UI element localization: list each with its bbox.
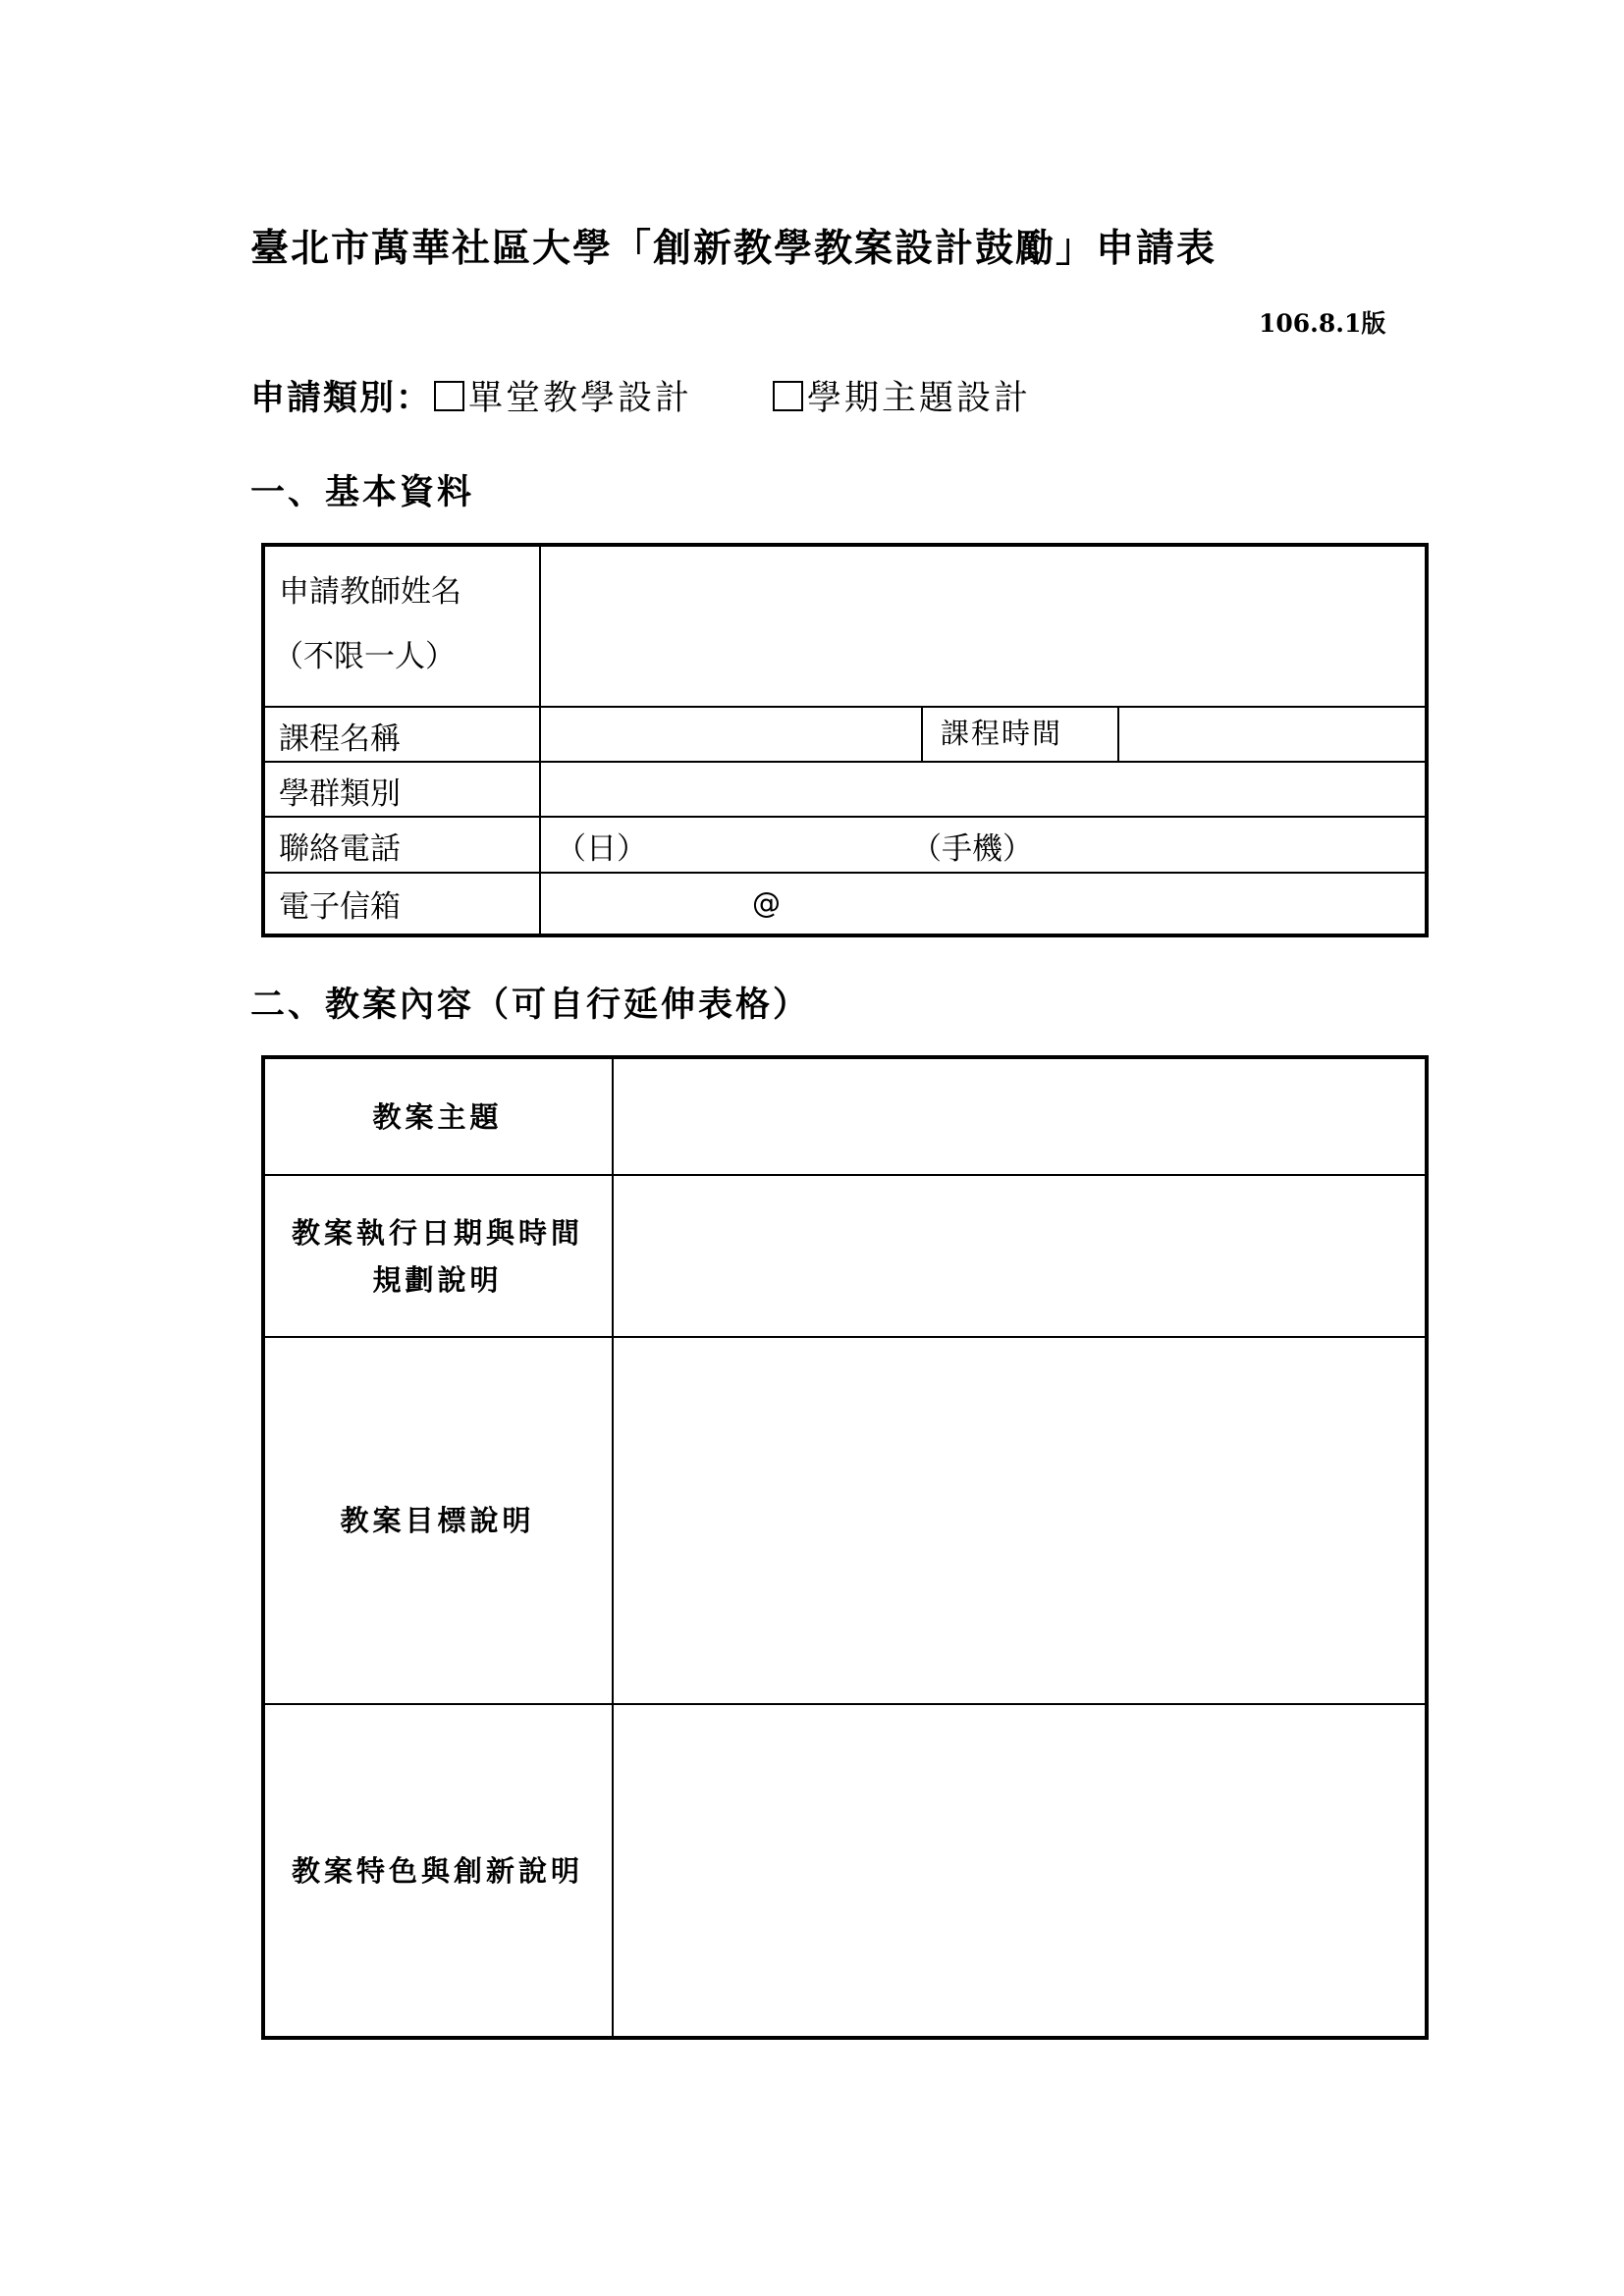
document-title: 臺北市萬華社區大學「創新教學教案設計鼓勵」申請表 bbox=[250, 226, 1218, 271]
option-single-lesson[interactable] bbox=[434, 371, 692, 420]
course-time-input[interactable] bbox=[1123, 710, 1421, 759]
phone-label: 聯絡電話 bbox=[279, 831, 401, 867]
row-divider bbox=[261, 816, 1429, 818]
schedule-plan-input[interactable] bbox=[617, 1178, 1425, 1334]
section-lesson-content-heading: 二、教案內容（可自行延伸表格） bbox=[250, 985, 811, 1025]
teacher-name-input[interactable] bbox=[545, 549, 1421, 702]
phone-day-label: （日） bbox=[556, 831, 647, 867]
email-domain-input[interactable] bbox=[791, 877, 1421, 930]
single-lesson-checkbox[interactable] bbox=[434, 381, 464, 411]
semester-theme-checkbox[interactable] bbox=[773, 381, 803, 411]
application-type-label: 申請類別： bbox=[250, 378, 433, 418]
group-category-label: 學群類別 bbox=[279, 775, 401, 812]
innovation-label: 教案特色與創新說明 bbox=[291, 1853, 583, 1888]
email-user-input[interactable] bbox=[545, 877, 741, 930]
lesson-content-table bbox=[261, 1055, 1429, 2040]
row-divider bbox=[261, 706, 1429, 708]
basic-info-table bbox=[261, 543, 1429, 937]
row-divider bbox=[261, 872, 1429, 874]
row-divider bbox=[261, 761, 1429, 763]
teacher-name-note: （不限一人） bbox=[273, 638, 456, 674]
phone-mobile-label: （手機） bbox=[911, 831, 1033, 867]
option-semester-theme[interactable] bbox=[773, 371, 1031, 420]
lesson-goals-label: 教案目標說明 bbox=[340, 1504, 535, 1537]
column-divider bbox=[539, 543, 541, 937]
course-name-input[interactable] bbox=[545, 710, 918, 759]
single-lesson-label: 單堂教學設計 bbox=[468, 379, 693, 418]
column-divider bbox=[921, 706, 923, 763]
teacher-name-label: 申請教師姓名 bbox=[279, 573, 461, 610]
column-divider bbox=[1117, 706, 1119, 763]
section-basic-info-heading: 一、基本資料 bbox=[250, 472, 475, 512]
phone-day-input[interactable] bbox=[644, 821, 880, 870]
innovation-input[interactable] bbox=[617, 1707, 1425, 2034]
email-label: 電子信箱 bbox=[279, 888, 401, 925]
lesson-theme-input[interactable] bbox=[617, 1061, 1425, 1172]
course-time-label: 課程時間 bbox=[941, 717, 1063, 750]
phone-mobile-input[interactable] bbox=[1047, 821, 1421, 870]
application-type bbox=[250, 371, 1031, 420]
schedule-plan-label: 教案執行日期與時間 規劃說明 bbox=[291, 1215, 583, 1297]
semester-theme-label: 學期主題設計 bbox=[807, 379, 1032, 418]
group-category-input[interactable] bbox=[545, 765, 1421, 814]
lesson-theme-label: 教案主題 bbox=[372, 1099, 503, 1134]
email-at-sign: @ bbox=[752, 886, 781, 920]
course-name-label: 課程名稱 bbox=[279, 721, 401, 757]
version-label: 106.8.1版 bbox=[1259, 309, 1386, 338]
lesson-goals-input[interactable] bbox=[617, 1340, 1425, 1701]
